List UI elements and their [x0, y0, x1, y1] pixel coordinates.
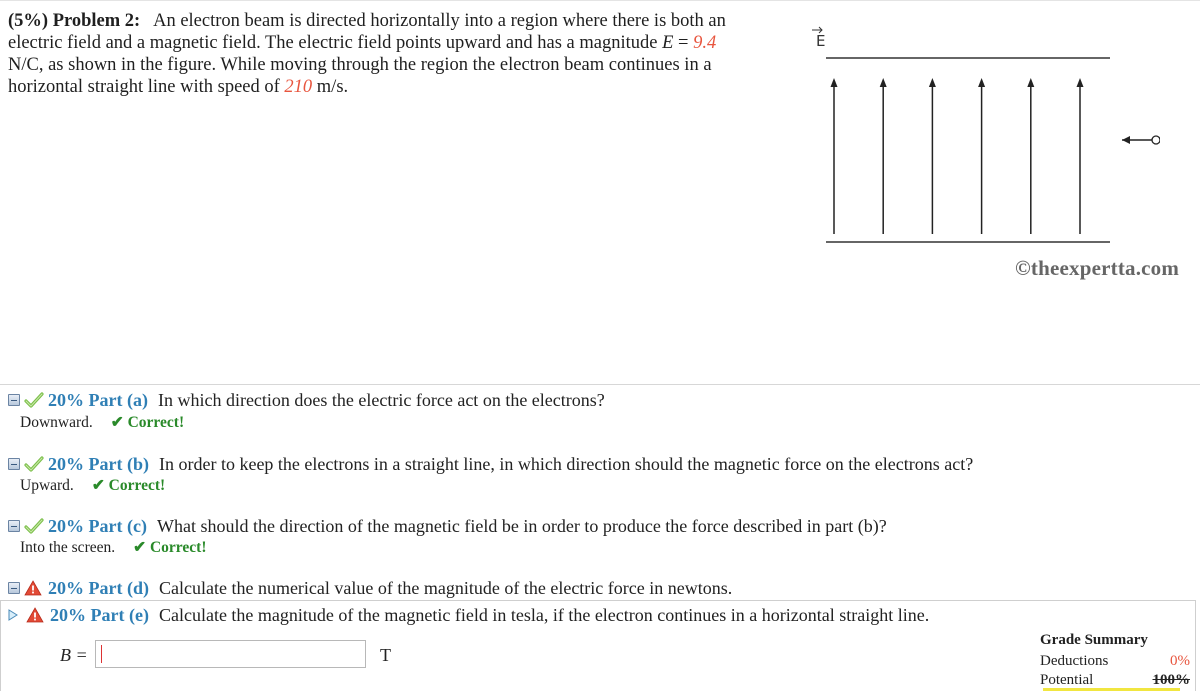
collapse-icon[interactable]: [8, 582, 20, 594]
part-b-percent: 20% Part (b): [48, 453, 149, 474]
e-equals: =: [673, 33, 694, 53]
unit-label: T: [380, 645, 391, 665]
potential-label: Potential: [1040, 672, 1094, 688]
part-b-status: ✔ Correct!: [91, 477, 166, 494]
field-label: E: [816, 32, 826, 50]
text-caret: [101, 645, 102, 663]
grade-summary: [1040, 632, 1190, 691]
part-c-percent: 20% Part (c): [48, 515, 147, 536]
watermark: ©theexpertta.com: [1015, 256, 1180, 280]
check-icon: [24, 517, 44, 535]
answer-input[interactable]: [95, 640, 366, 668]
speed-value: 210: [284, 77, 313, 97]
deductions-label: Deductions: [1040, 653, 1109, 669]
top-divider: [0, 0, 1200, 1]
potential-value: 100%: [1152, 672, 1190, 688]
part-a-header[interactable]: [8, 388, 605, 412]
part-c-question: What should the direction of the magnetic field be in order to produce the force described in part (b)?: [156, 515, 887, 536]
answer-label: B =: [60, 645, 88, 665]
deductions-row: [1040, 653, 1190, 672]
section-divider: [0, 384, 1200, 385]
electron-icon: [1152, 136, 1160, 144]
field-arrowhead-icon: [978, 78, 985, 87]
velocity-arrowhead-icon: [1122, 136, 1130, 144]
field-lines: [831, 78, 1084, 234]
check-icon: [24, 391, 44, 409]
part-d-header[interactable]: [8, 576, 732, 600]
e-value: 9.4: [693, 33, 717, 53]
grade-summary-title: Grade Summary: [1040, 632, 1148, 648]
field-arrowhead-icon: [929, 78, 936, 87]
expand-arrow-icon[interactable]: [8, 609, 18, 621]
part-b-question: In order to keep the electrons in a straight line, in which direction should the magnetic force on the electrons act?: [158, 453, 974, 474]
collapse-icon[interactable]: [8, 520, 20, 532]
speed-unit: m/s.: [312, 77, 349, 97]
part-e-percent: 20% Part (e): [50, 604, 149, 625]
check-icon: [24, 455, 44, 473]
field-arrowhead-icon: [831, 78, 838, 87]
field-arrowhead-icon: [880, 78, 887, 87]
problem-text-2: N/C, as shown in the figure. While moving through the region the electron beam continues in a horizontal straight line with speed of: [8, 55, 712, 97]
part-e-header[interactable]: [8, 603, 929, 627]
part-b-answer-text: Upward.: [20, 476, 74, 494]
problem-statement: [8, 10, 748, 98]
part-a-answer-text: Downward.: [20, 413, 93, 431]
field-arrowhead-icon: [1027, 78, 1034, 87]
part-d-percent: 20% Part (d): [48, 577, 149, 598]
part-a-answer: [20, 413, 184, 432]
part-a-question: In which direction does the electric force act on the electrons?: [157, 389, 605, 410]
collapse-icon[interactable]: [8, 458, 20, 470]
part-d-question: Calculate the numerical value of the magnitude of the electric force in newtons.: [158, 577, 733, 598]
warning-icon: [24, 580, 42, 596]
field-arrowhead-icon: [1077, 78, 1084, 87]
part-a-status: ✔ Correct!: [110, 414, 185, 431]
part-a-percent: 20% Part (a): [48, 389, 148, 410]
part-c-answer: [20, 538, 207, 557]
warning-icon: [26, 607, 44, 623]
part-e-question: Calculate the magnitude of the magnetic field in tesla, if the electron continues in a horizontal straight line.: [158, 604, 930, 625]
part-b-answer: [20, 476, 165, 495]
deductions-value: 0%: [1170, 653, 1190, 669]
part-b-header[interactable]: [8, 452, 973, 476]
problem-text-1: An electron beam is directed horizontally into a region where there is both an electric field and a magnetic field. The electric field points upward and has a magnitude: [8, 11, 726, 53]
field-figure: [800, 20, 1160, 260]
collapse-icon[interactable]: [8, 394, 20, 406]
e-symbol: E: [662, 33, 674, 53]
part-c-answer-text: Into the screen.: [20, 538, 116, 556]
problem-heading: (5%) Problem 2:: [8, 11, 141, 31]
part-c-status: ✔ Correct!: [133, 539, 207, 556]
part-c-header[interactable]: [8, 514, 887, 538]
